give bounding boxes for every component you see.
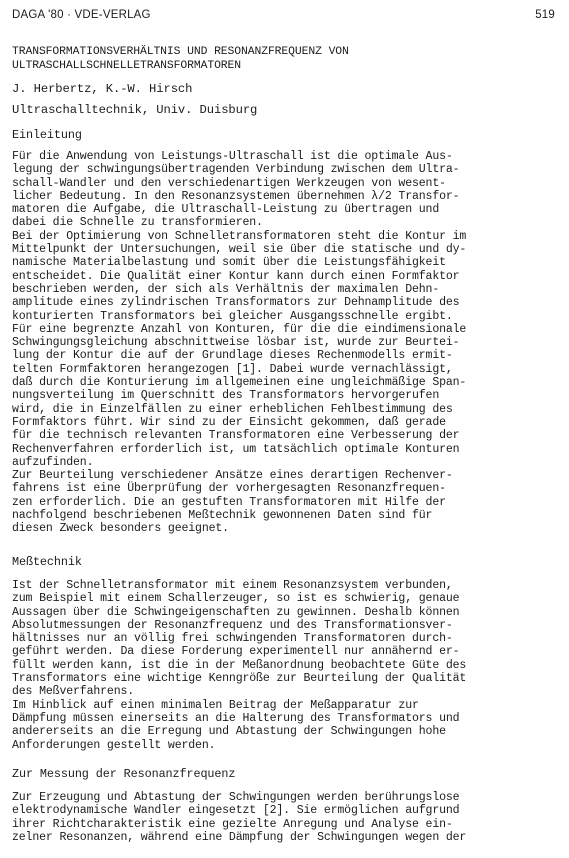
paragraph: Zur Beurteilung verschiedener Ansätze eines derartigen Rechenver- fahrens ist eine Überprüfung der vorhergesagten Resonanzfrequen- zen erforderlich. Die an gestuften Transformatoren mit Hilfe der nachfolgend beschriebenen Meßtechnik gewonnenen Daten sind für diesen Zweck besonders geeignet. — [12, 469, 453, 536]
affiliation-line: Ultraschalltechnik, Univ. Duisburg — [12, 103, 258, 117]
publisher-label: DAGA '80 · VDE-VERLAG — [12, 9, 151, 21]
paragraph: Im Hinblick auf einen minimalen Beitrag der Meßapparatur zur Dämpfung müssen einerseits an die Halterung des Transformators und andererseits an die Erregung und Abtastung der Schwingungen hohe Anforderungen gestellt werden. — [12, 698, 460, 752]
section-heading: Meßtechnik — [12, 555, 82, 569]
section-messtechnik — [12, 555, 557, 752]
page-number: 519 — [535, 9, 555, 21]
paragraph: Für eine begrenzte Anzahl von Konturen, für die die eindimensionale Schwingungsgleichung abschnittweise lösbar ist, wurde zur Beurtei- lung der Kontur die auf der Grundlage dieses Rechenmodells ermit- telten Formfaktoren herangezogen [1]. Dabei wurde vernachlässigt, daß durch die Konturierung im allgemeinen eine ungleichmäßige Span- nungsverteilung im Querschnitt des Transformators hervorgerufen wird, die in Einzelfällen zu einer erheblichen Fehlbestimmung des Formfaktors führt. Wir sind zu der Einsicht gekommen, daß gerade für die technisch relevanten Transformatoren eine Verbesserung der Rechenverfahren erforderlich ist, um tatsächlich optimale Konturen aufzufinden. — [12, 322, 467, 469]
section-resonanzfrequenz — [12, 767, 557, 844]
section-einleitung — [12, 128, 557, 536]
paper-title: TRANSFORMATIONSVERHÄLTNIS UND RESONANZFREQUENZ VON ULTRASCHALLSCHNELLETRANSFORMATOREN — [12, 46, 349, 72]
paragraph: Für die Anwendung von Leistungs-Ultraschall ist die optimale Aus- legung der schwingungsübertragenden Verbindung zwischen dem Ultra- schall-Wandler und den verschiedenartigen Werkzeugen von wesent- licher Bedeutung. In den Resonanzsystemen übernehmen λ/2 Transfor- matoren die Aufgabe, die Ultraschall-Leistung zu übertragen und dabei die Schnelle zu transformieren. — [12, 150, 460, 230]
section-heading: Zur Messung der Resonanzfrequenz — [12, 767, 236, 781]
author-line: J. Herbertz, K.-W. Hirsch — [12, 82, 193, 96]
paragraph: Bei der Optimierung von Schnelletransformatoren steht die Kontur im Mittelpunkt der Untersuchungen, weil sie über die statische und dy- namische Materialbelastung und somit über die Leistungsfähigkeit entscheidet. Die Qualität einer Kontur kann durch einen Formfaktor beschrieben werden, der sich als Verhältnis der maximalen Dehn- amplitude eines zylindrischen Transformators zur Dehnamplitude des konturierten Transformators bei gleicher Ausgangsschnelle ergibt. — [12, 229, 467, 323]
paragraph: Ist der Schnelletransformator mit einem Resonanzsystem verbunden, zum Beispiel mit einem Schallerzeuger, so ist es schwierig, genaue Aussagen über die Schwingeigenschaften zu gewinnen. Deshalb können Absolutmessungen der Resonanzfrequenz und des Transformationsver- hältnisses nur an völlig frei schwingenden Transformatoren durch- geführt werden. Da diese Forderung experimentell nur annähernd er- füllt werden kann, ist die in der Meßanordnung beobachtete Güte des Transformators eine wichtige Kenngröße zur Beurteilung der Qualität des Meßverfahrens. — [12, 579, 467, 699]
page-header — [12, 9, 555, 25]
paragraph: Zur Erzeugung und Abtastung der Schwingungen werden berührungslose elektrodynamische Wandler eingesetzt [2]. Sie ermöglichen aufgrund ihrer Richtcharakteristik eine gezielte Anregung und Analyse ein- zelner Resonanzen, während eine Dämpfung der Schwingungen wegen der — [12, 791, 467, 844]
section-heading: Einleitung — [12, 128, 82, 142]
